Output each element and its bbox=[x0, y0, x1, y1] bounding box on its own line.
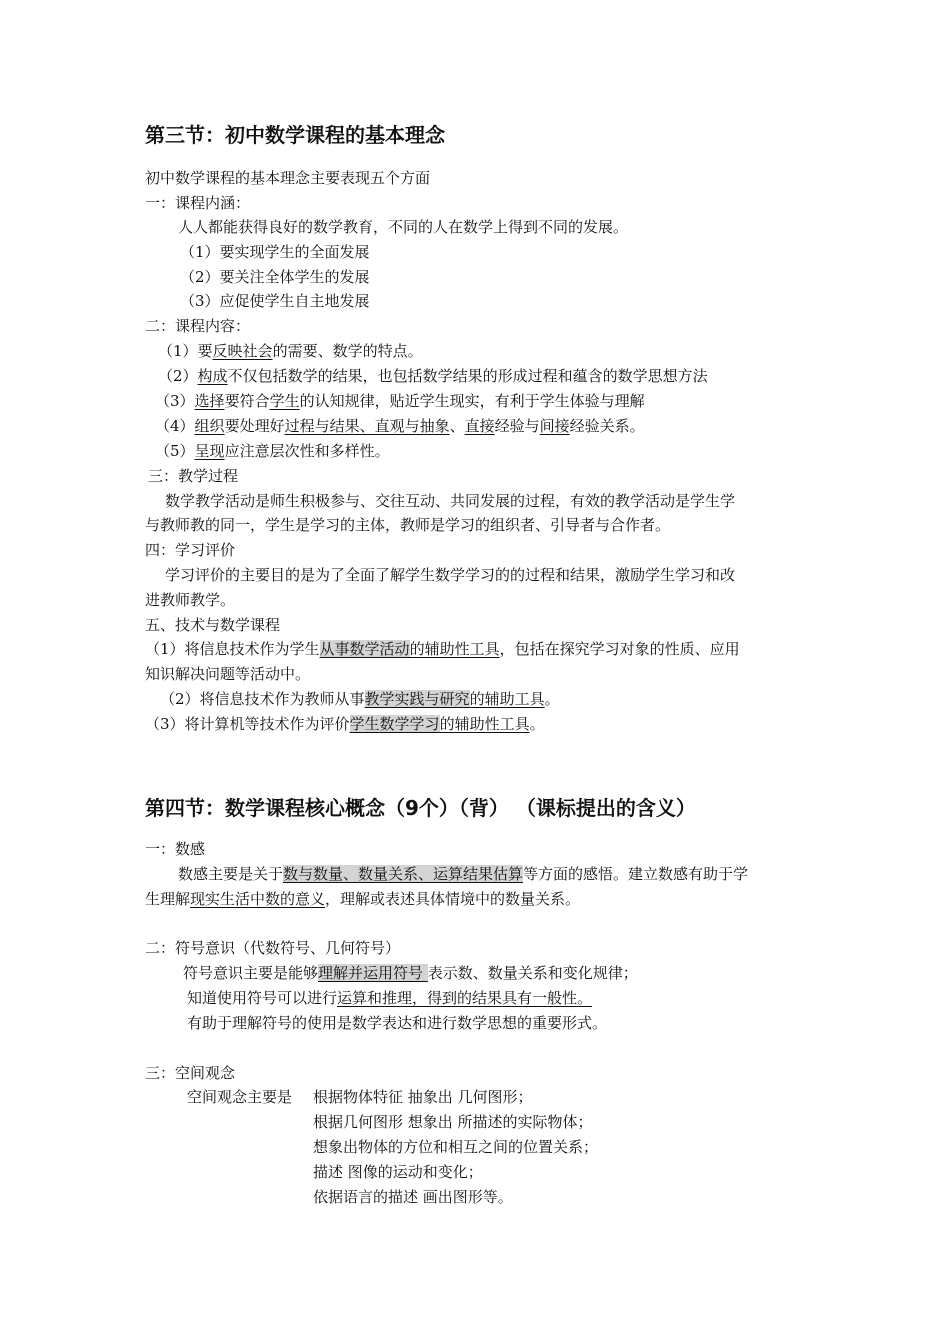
p4-title: 四：学习评价 bbox=[145, 541, 236, 559]
underlined-term: 运算和推理，得到的结果具有一般性。 bbox=[337, 989, 593, 1007]
text-run: 应注意层次性和多样性。 bbox=[224, 442, 390, 460]
underlined-term: 现实生活中数的意义 bbox=[190, 890, 326, 908]
text-run: 要处理好 bbox=[224, 417, 285, 435]
underlined-term: 学生 bbox=[269, 392, 300, 410]
text-run: 数感主要是关于 bbox=[178, 865, 284, 883]
section4-heading: 第四节：数学课程核心概念（9个）（背） （课标提出的含义） bbox=[145, 796, 696, 820]
p5-item-1-cont: 知识解决问题等活动中。 bbox=[145, 665, 311, 683]
text-run: 。 bbox=[544, 690, 560, 708]
s1-title: 一：数感 bbox=[145, 840, 206, 858]
s3-line-4: 描述 图像的运动和变化； bbox=[313, 1163, 483, 1181]
text-run: 。 bbox=[529, 715, 545, 733]
s3-lead: 空间观念主要是 bbox=[187, 1088, 293, 1106]
highlighted-term: 理解并运用符号 bbox=[318, 964, 428, 982]
text-run: 不仅包括数学的结果，也包括数学结果的形成过程和蕴含的数学思想方法 bbox=[227, 367, 708, 385]
text-run: （1）将信息技术作为学生 bbox=[145, 640, 320, 658]
s1-line-1 bbox=[178, 864, 748, 884]
text-run: （2）将信息技术作为教师从事 bbox=[160, 690, 365, 708]
text-run: 的认知规律，贴近学生现实，有利于学生体验与理解 bbox=[299, 392, 645, 410]
underlined-term: 的辅助性工具 bbox=[409, 640, 500, 658]
text-run: （3） bbox=[155, 392, 195, 410]
underlined-term: 反映社会 bbox=[212, 342, 273, 360]
s3-line-3: 想象出物体的方位和相互之间的位置关系； bbox=[313, 1138, 599, 1156]
p5-item-2 bbox=[160, 689, 560, 709]
p4-line-1: 学习评价的主要目的是为了全面了解学生数学学习的的过程和结果，激励学生学习和改 bbox=[165, 566, 736, 584]
s3-line-5: 依据语言的描述 画出图形等。 bbox=[313, 1188, 513, 1206]
p1-item-3: （3）应促使学生自主地发展 bbox=[180, 292, 370, 310]
section3-intro: 初中数学课程的基本理念主要表现五个方面 bbox=[145, 169, 431, 187]
s3-line-1: 根据物体特征 抽象出 几何图形； bbox=[313, 1088, 533, 1106]
highlighted-term: 教学实践与研究 bbox=[364, 690, 470, 708]
text-run: （1）要 bbox=[158, 342, 213, 360]
text-run: 经验关系。 bbox=[569, 417, 645, 435]
underlined-term: 的辅助工具 bbox=[469, 690, 545, 708]
underlined-term: 呈现 bbox=[194, 442, 225, 460]
s1-line-2 bbox=[145, 889, 580, 909]
p2-item-5 bbox=[155, 441, 390, 461]
highlighted-term: 数与数量、数量关系、运算结果估算 bbox=[283, 865, 524, 883]
text-run: 、 bbox=[449, 417, 465, 435]
p5-item-1 bbox=[145, 639, 740, 659]
p1-item-2: （2）要关注全体学生的发展 bbox=[180, 268, 370, 286]
p5-item-3 bbox=[145, 714, 545, 734]
p3-line-1: 数学教学活动是师生积极参与、交往互动、共同发展的过程，有效的教学活动是学生学 bbox=[165, 492, 736, 510]
text-run: ，包括在探究学习对象的性质、应用 bbox=[499, 640, 740, 658]
text-run: 的需要、数学的特点。 bbox=[272, 342, 423, 360]
text-run: 符号意识主要是能够 bbox=[183, 964, 319, 982]
text-run: ，理解或表述具体情境中的数量关系。 bbox=[325, 890, 581, 908]
s2-line-1 bbox=[183, 963, 638, 983]
text-run: 知道使用符号可以进行 bbox=[187, 989, 338, 1007]
p3-line-2: 与教师教的同一，学生是学习的主体，教师是学习的组织者、引导者与合作者。 bbox=[145, 516, 671, 534]
p2-item-4 bbox=[155, 416, 645, 436]
text-run: （5） bbox=[155, 442, 195, 460]
p3-title: 三：教学过程 bbox=[148, 467, 239, 485]
underlined-term: 组织 bbox=[194, 417, 225, 435]
text-run: 表示数、数量关系和变化规律； bbox=[427, 964, 638, 982]
underlined-term: 构成 bbox=[197, 367, 228, 385]
underlined-term: 过程与结果、直观与抽象 bbox=[284, 417, 450, 435]
highlighted-term: 学生数学学习 bbox=[349, 715, 440, 733]
s3-line-2: 根据几何图形 想象出 所描述的实际物体； bbox=[313, 1113, 593, 1131]
text-run: （2） bbox=[158, 367, 198, 385]
text-run: 经验与 bbox=[494, 417, 540, 435]
text-run: 要符合 bbox=[224, 392, 270, 410]
s3-title: 三：空间观念 bbox=[145, 1064, 236, 1082]
s2-title: 二：符号意识（代数符号、几何符号） bbox=[145, 939, 401, 957]
text-run: 生理解 bbox=[145, 890, 191, 908]
underlined-term: 直接 bbox=[464, 417, 495, 435]
text-run: 等方面的感悟。建立数感有助于学 bbox=[523, 865, 749, 883]
p5-title: 五、技术与数学课程 bbox=[145, 616, 281, 634]
p1-title: 一：课程内涵： bbox=[145, 194, 251, 212]
p2-title: 二：课程内容： bbox=[145, 317, 251, 335]
s2-line-2 bbox=[187, 988, 592, 1008]
p2-item-3 bbox=[155, 391, 645, 411]
p2-item-2 bbox=[158, 366, 708, 386]
p1-item-1: （1）要实现学生的全面发展 bbox=[180, 243, 370, 261]
p2-item-1 bbox=[158, 341, 423, 361]
s2-line-3: 有助于理解符号的使用是数学表达和进行数学思想的重要形式。 bbox=[187, 1014, 608, 1032]
underlined-term: 的辅助性工具 bbox=[439, 715, 530, 733]
section3-heading: 第三节：初中数学课程的基本理念 bbox=[145, 123, 445, 147]
underlined-term: 选择 bbox=[194, 392, 225, 410]
p4-line-2: 进教师教学。 bbox=[145, 591, 236, 609]
underlined-term: 间接 bbox=[539, 417, 570, 435]
text-run: （3）将计算机等技术作为评价 bbox=[145, 715, 350, 733]
text-run: （4） bbox=[155, 417, 195, 435]
p1-text: 人人都能获得良好的数学教育，不同的人在数学上得到不同的发展。 bbox=[178, 218, 629, 236]
highlighted-term: 从事数学活动 bbox=[319, 640, 410, 658]
